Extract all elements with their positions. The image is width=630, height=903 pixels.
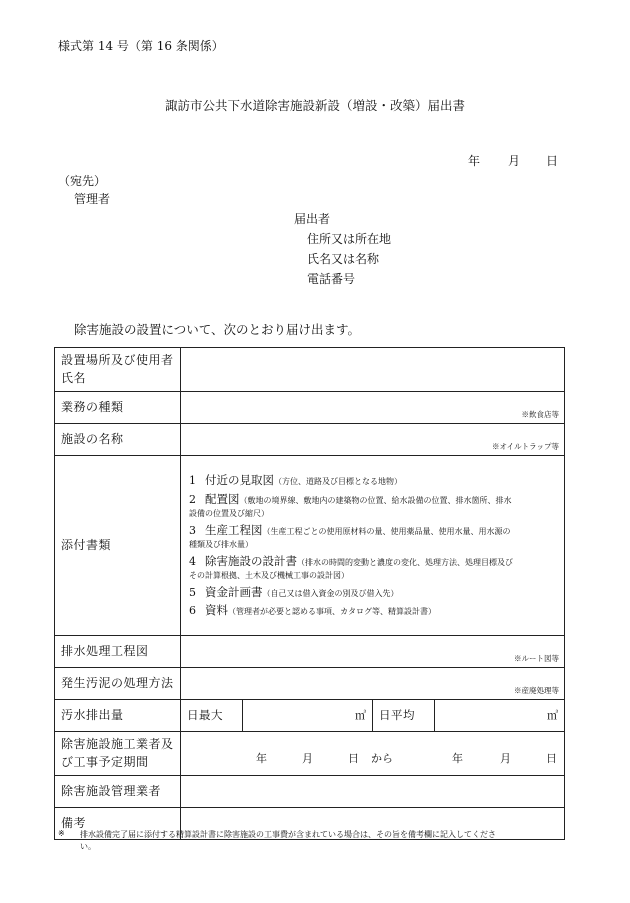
row-attachments <box>55 456 565 636</box>
attachment-item: 1 付近の見取図（方位、道路及び目標となる地物） <box>189 473 402 488</box>
period-from: から <box>371 752 393 766</box>
schedule-label: 除害施設施工業者及 び工事予定期間 <box>55 732 181 776</box>
manager-field[interactable] <box>181 776 565 808</box>
attachment-item: 2 配置図（敷地の境界線、敷地内の建築物の位置、給水設備の位置、排水箇所、排水 <box>189 491 512 506</box>
business-field[interactable] <box>181 392 565 424</box>
date-month: 月 <box>508 154 521 168</box>
row-business <box>55 392 565 424</box>
attachments-label: 添付書類 <box>55 456 181 636</box>
attachment-item: 6 資料（管理者が必要と認める事項、カタログ等、精算設計書） <box>189 603 436 618</box>
form-number: 様式第 14 号（第 16 条関係） <box>58 39 224 53</box>
end-day: 日 <box>546 752 557 766</box>
attachment-item-cont: その計算根拠、土木及び機械工事の設計図） <box>189 571 349 581</box>
business-note: ※飲食店等 <box>521 410 559 420</box>
attachments-list <box>181 456 565 636</box>
discharge-max-field[interactable] <box>243 700 373 732</box>
remarks-label: 備考 <box>55 808 181 840</box>
row-schedule <box>55 732 565 776</box>
attachment-item-cont: 設備の位置及び縮尺） <box>189 509 269 519</box>
application-table <box>54 347 565 840</box>
date-day: 日 <box>546 154 559 168</box>
attachment-item: 4 除害施設の設計書（排水の時間的変動と濃度の変化、処理方法、処理目標及び <box>189 553 513 568</box>
intro-text: 除害施設の設置について、次のとおり届け出ます。 <box>74 322 361 337</box>
process-label: 排水処理工程図 <box>55 636 181 668</box>
footnote-line2: い。 <box>80 842 96 851</box>
row-location <box>55 348 565 392</box>
discharge-max-label: 日最大 <box>181 700 243 732</box>
process-note: ※ルート図等 <box>514 654 559 664</box>
process-field[interactable] <box>181 636 565 668</box>
start-year: 年 <box>256 752 267 766</box>
date-year: 年 <box>468 154 481 168</box>
facility-label: 施設の名称 <box>55 424 181 456</box>
applicant-address-label: 住所又は所在地 <box>307 232 392 246</box>
applicant-phone-label: 電話番号 <box>307 272 356 286</box>
row-manager <box>55 776 565 808</box>
business-label: 業務の種類 <box>55 392 181 424</box>
row-discharge <box>55 700 565 732</box>
attachment-item-cont: 種類及び排水量） <box>189 540 253 550</box>
schedule-field[interactable] <box>181 732 565 776</box>
footnote-mark: ※ <box>58 829 65 838</box>
addressee-prefix: （宛先） <box>58 174 107 188</box>
sludge-label: 発生汚泥の処理方法 <box>55 668 181 700</box>
unit-cubic-meter: ㎥ <box>355 708 366 722</box>
end-month: 月 <box>500 752 511 766</box>
sludge-field[interactable] <box>181 668 565 700</box>
location-label: 設置場所及び使用者 氏名 <box>55 348 181 392</box>
attachment-item: 3 生産工程図（生産工程ごとの使用原材料の量、使用薬品量、使用水量、用水源の <box>189 522 511 537</box>
discharge-avg-field[interactable] <box>435 700 565 732</box>
addressee-name: 管理者 <box>74 192 111 206</box>
unit-cubic-meter: ㎥ <box>547 708 558 722</box>
footnote-line1: 排水設備完了届に添付する精算設計書に除害施設の工事費が含まれている場合は、その旨を備考欄に記入してくださ <box>80 830 496 839</box>
row-facility <box>55 424 565 456</box>
facility-field[interactable] <box>181 424 565 456</box>
attachment-item: 5 資金計画書（自己又は借入資金の別及び借入先） <box>189 584 399 599</box>
start-month: 月 <box>302 752 313 766</box>
start-day: 日 <box>348 752 359 766</box>
sludge-note: ※産廃処理等 <box>514 686 559 696</box>
discharge-avg-label: 日平均 <box>373 700 435 732</box>
manager-label: 除害施設管理業者 <box>55 776 181 808</box>
facility-note: ※オイルトラップ等 <box>492 442 559 452</box>
form-title: 諏訪市公共下水道除害施設新設（増設・改築）届出書 <box>164 98 465 113</box>
applicant-name-label: 氏名又は名称 <box>307 252 380 266</box>
location-field[interactable] <box>181 348 565 392</box>
end-year: 年 <box>452 752 463 766</box>
row-sludge <box>55 668 565 700</box>
discharge-label: 汚水排出量 <box>55 700 181 732</box>
row-process <box>55 636 565 668</box>
applicant-heading: 届出者 <box>294 212 331 226</box>
